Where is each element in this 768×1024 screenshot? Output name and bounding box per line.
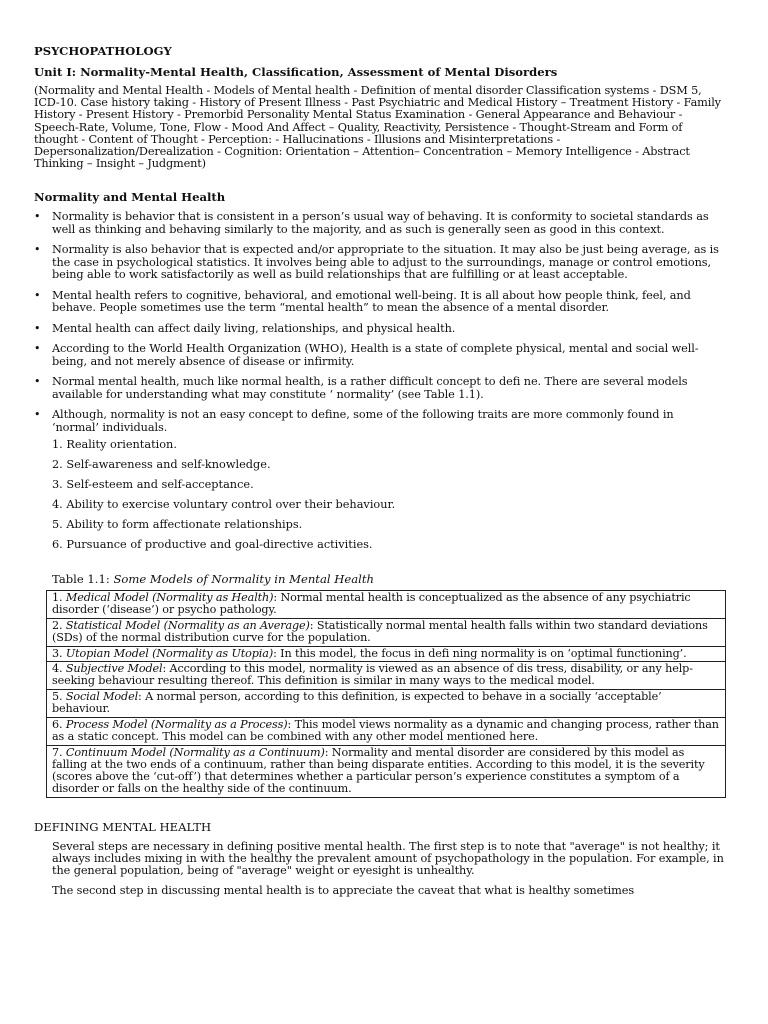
table-row bbox=[47, 646, 726, 662]
bullet-icon: • bbox=[34, 321, 41, 335]
trait-item: 5. Ability to form affectionate relationships. bbox=[52, 518, 303, 532]
list-item bbox=[34, 376, 724, 400]
list-item-text: Although, normality is not an easy concept to define, some of the following traits are more commonly found in ‘normal’ individuals. bbox=[52, 408, 674, 434]
model-description: : Normality and mental disorder are considered by this model as falling at the two ends of a continuum, rather than being disparate entities. According to this model, it is the severity (scores above the ‘cut-off’) that determines whether a particular person’s experience constitutes a symptom of a disorder or falls on the healthy side of the continuum. bbox=[52, 745, 705, 795]
trait-item: 1. Reality orientation. bbox=[52, 438, 177, 452]
model-number: 7. bbox=[52, 745, 66, 759]
document-page bbox=[34, 44, 724, 897]
table-row bbox=[47, 745, 726, 797]
table-row bbox=[47, 662, 726, 690]
table-cell bbox=[47, 618, 726, 646]
trait-item: 2. Self-awareness and self-knowledge. bbox=[52, 458, 271, 472]
model-description: : In this model, the focus in defi ning normality is on ‘optimal functioning’. bbox=[273, 646, 687, 660]
list-item bbox=[34, 244, 724, 281]
model-number: 1. bbox=[52, 590, 66, 604]
table-cell bbox=[47, 646, 726, 662]
table-row bbox=[47, 590, 726, 618]
bullet-icon: • bbox=[34, 408, 41, 422]
table-cell bbox=[47, 662, 726, 690]
table-cell bbox=[47, 690, 726, 718]
bullet-icon: • bbox=[34, 210, 41, 224]
trait-item: 3. Self-esteem and self-acceptance. bbox=[52, 478, 254, 492]
model-number: 3. bbox=[52, 646, 66, 660]
table-cell bbox=[47, 718, 726, 746]
list-item-text: According to the World Health Organization (WHO), Health is a state of complete physical, mental and social well-being, and not merely absence of disease or infirmity. bbox=[52, 342, 699, 368]
model-name: Statistical Model (Normality as an Average) bbox=[65, 618, 310, 632]
model-name: Medical Model (Normality as Health) bbox=[65, 590, 274, 604]
table-caption-label: Table 1.1: bbox=[52, 571, 114, 586]
table-row bbox=[47, 718, 726, 746]
bullet-icon: • bbox=[34, 375, 41, 389]
model-number: 6. bbox=[52, 718, 66, 732]
table-caption-title: Some Models of Normality in Mental Health bbox=[113, 571, 374, 586]
list-item-text: Normality is also behavior that is expected and/or appropriate to the situation. It may also be just being average, as is the case in psychological statistics. It involves being able to adjust to the surroundings, manage or control emotions, being able to work satisfactorily as well as build relationships that are fulfilling or at least acceptable. bbox=[52, 243, 719, 281]
bullet-icon: • bbox=[34, 243, 41, 257]
paragraph: Several steps are necessary in defining positive mental health. The first step is to note that "average" is not healthy; it always includes mixing in with the healthy the prevalent amount of psychopathology in the population. For example, in the general population, being of "average" weight or eyesight is unhealthy. bbox=[52, 839, 724, 877]
model-description: : According to this model, normality is viewed as an absence of dis tress, disability, or any help-seeking behaviour resulting thereof. This definition is similar in many ways to the medical model. bbox=[52, 662, 693, 688]
list-item-text: Mental health can affect daily living, relationships, and physical health. bbox=[52, 321, 456, 335]
table-caption bbox=[52, 572, 724, 586]
model-description: : A normal person, according to this definition, is expected to behave in a socially ‘acceptable’ behaviour. bbox=[52, 690, 662, 716]
list-item bbox=[34, 290, 724, 314]
model-name: Subjective Model bbox=[65, 662, 163, 676]
list-item-text: Mental health refers to cognitive, behavioral, and emotional well-being. It is all about how people think, feel, and behave. People sometimes use the term “mental health” to mean the absence of a mental disorder. bbox=[52, 288, 691, 314]
table-cell bbox=[47, 590, 726, 618]
model-description: : This model views normality as a dynamic and changing process, rather than as a static concept. This model can be combined with any other model mentioned here. bbox=[52, 718, 719, 743]
table-row bbox=[47, 690, 726, 718]
model-name: Utopian Model (Normality as Utopia) bbox=[65, 646, 274, 660]
unit-description: (Normality and Mental Health - Models of Mental health - Definition of mental disorder Classification systems - DSM 5, ICD-10. Case history taking - History of Present Illness - Past Psychiatric and Medical History – Treatment History - Family History - Present History - Premorbid Personality Mental Status Examination - General Appearance and Behaviour - Speech-Rate, Volume, Tone, Flow - Mood And Affect – Quality, Reactivity, Persistence - Thought-Stream and Form of thought - Content of Thought - Perception: - Hallucinations - Illusions and Misinterpretations -Depersonalization/Derealization - Cognition: Orientation – Attention– Concentration – Memory Intelligence - Abstract Thinking – Insight – Judgment) bbox=[34, 84, 721, 171]
model-name: Social Model bbox=[65, 690, 139, 704]
model-number: 2. bbox=[52, 618, 66, 632]
model-number: 4. bbox=[52, 662, 66, 676]
models-table bbox=[46, 590, 726, 798]
model-name: Process Model (Normality as a Process) bbox=[65, 718, 288, 732]
table-cell bbox=[47, 745, 726, 797]
model-name: Continuum Model (Normality as a Continuum) bbox=[65, 745, 325, 759]
model-description: : Statistically normal mental health falls within two standard deviations (SDs) of the normal distribution curve for the population. bbox=[52, 618, 708, 644]
list-item-text: Normality is behavior that is consistent in a person’s usual way of behaving. It is conformity to societal standards as well as thinking and behaving similarly to the majority, and as such is generally seen as good in this context. bbox=[52, 210, 709, 236]
table-row bbox=[47, 618, 726, 646]
list-item bbox=[34, 211, 724, 235]
list-item-text: Normal mental health, much like normal health, is a rather difficult concept to defi ne. There are several models available for understanding what may constitute ‘ normality’ (see Table 1.1). bbox=[52, 375, 688, 401]
paragraph: The second step in discussing mental health is to appreciate the caveat that what is healthy sometimes bbox=[52, 884, 635, 898]
document-title: PSYCHOPATHOLOGY bbox=[34, 44, 172, 58]
section-heading-normality: Normality and Mental Health bbox=[34, 190, 226, 205]
section-heading-defining: DEFINING MENTAL HEALTH bbox=[34, 819, 212, 834]
model-number: 5. bbox=[52, 690, 66, 704]
bullet-list bbox=[34, 211, 724, 433]
bullet-icon: • bbox=[34, 288, 41, 302]
trait-item: 4. Ability to exercise voluntary control over their behaviour. bbox=[52, 498, 396, 512]
list-item bbox=[34, 409, 724, 433]
list-item bbox=[34, 343, 724, 367]
list-item bbox=[34, 323, 724, 335]
unit-title: Unit I: Normality-Mental Health, Classification, Assessment of Mental Disorders bbox=[34, 65, 558, 79]
trait-item: 6. Pursuance of productive and goal-directive activities. bbox=[52, 538, 373, 552]
model-description: : Normal mental health is conceptualized as the absence of any psychiatric disorder (‘disease’) or psycho pathology. bbox=[52, 590, 691, 616]
traits-list bbox=[52, 439, 724, 552]
bullet-icon: • bbox=[34, 342, 41, 356]
